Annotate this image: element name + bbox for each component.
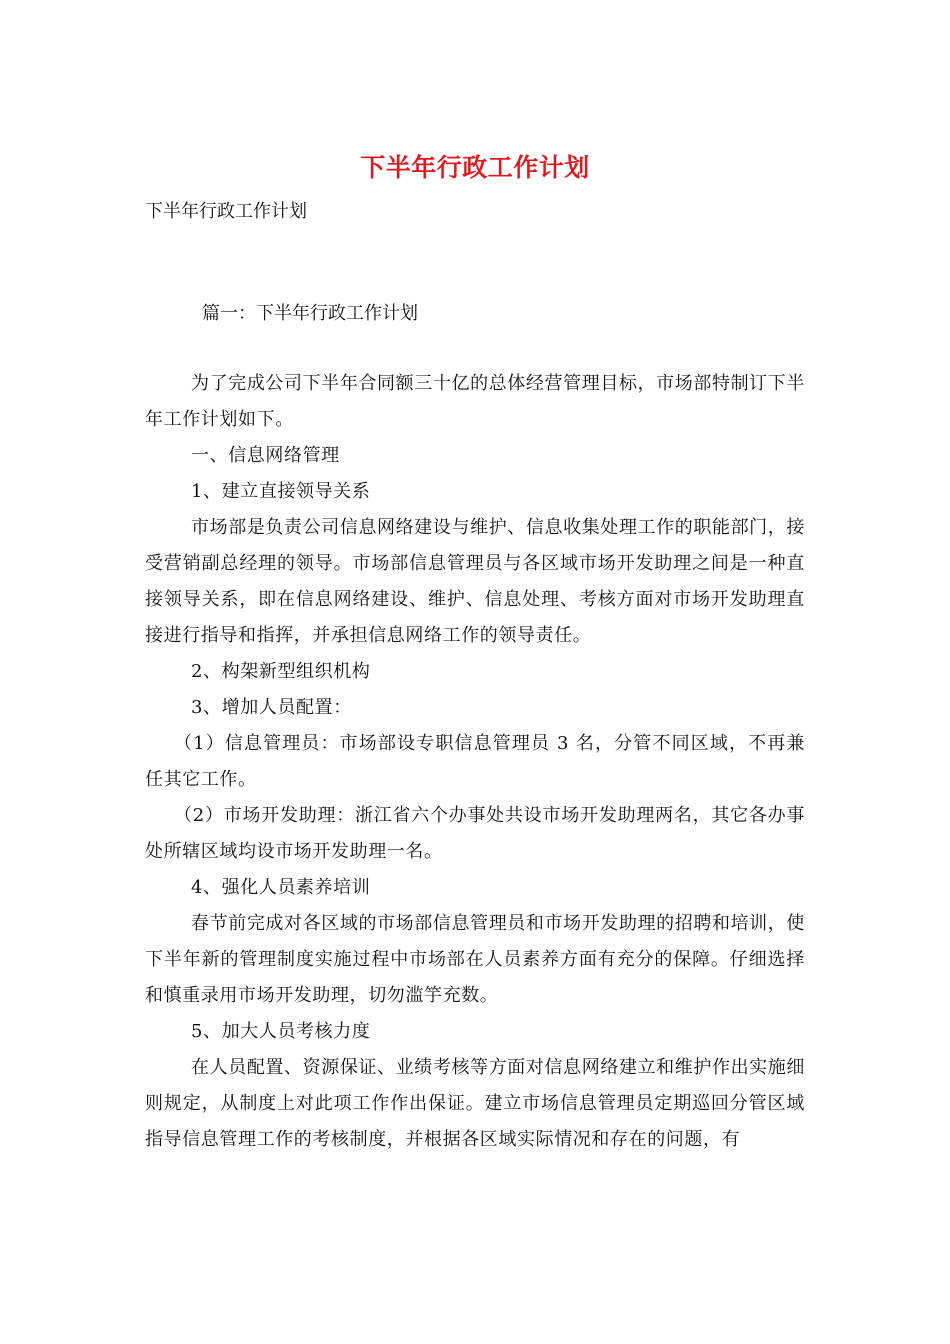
heading-assessment: 5、加大人员考核力度 [191,1021,371,1042]
document-body [145,366,805,1158]
paragraph-market-assistant: （2）市场开发助理：浙江省六个办事处共设市场开发助理两名，其它各办事处所辖区域均设市场开发助理一名。 [145,805,805,862]
section-heading: 篇一：下半年行政工作计划 [202,303,418,324]
document-subtitle: 下半年行政工作计划 [145,201,307,222]
heading-direct-leadership: 1、建立直接领导关系 [191,481,371,502]
heading-info-network: 一、信息网络管理 [191,445,340,466]
paragraph-assessment: 在人员配置、资源保证、业绩考核等方面对信息网络建立和维护作出实施细则规定，从制度上对此项工作作出保证。建立市场信息管理员定期巡回分管区域指导信息管理工作的考核制度，并根据各区域实际情况和存在的问题，有 [145,1057,805,1150]
heading-org-structure: 2、构架新型组织机构 [191,661,371,682]
heading-training: 4、强化人员素养培训 [191,877,371,898]
paragraph-leadership: 市场部是负责公司信息网络建设与维护、信息收集处理工作的职能部门，接受营销副总经理的领导。市场部信息管理员与各区域市场开发助理之间是一种直接领导关系，即在信息网络建设、维护、信息处理、考核方面对市场开发助理直接进行指导和指挥，并承担信息网络工作的领导责任。 [145,517,805,646]
paragraph-info-manager: （1）信息管理员：市场部设专职信息管理员 3 名，分管不同区域，不再兼任其它工作。 [145,733,805,790]
paragraph-training: 春节前完成对各区域的市场部信息管理员和市场开发助理的招聘和培训，使下半年新的管理制度实施过程中市场部在人员素养方面有充分的保障。仔细选择和慎重录用市场开发助理，切勿滥竽充数。 [145,913,805,1006]
paragraph-intro: 为了完成公司下半年合同额三十亿的总体经营管理目标，市场部特制订下半年工作计划如下。 [145,373,805,430]
heading-staffing: 3、增加人员配置： [191,697,352,718]
document-title: 下半年行政工作计划 [360,153,590,182]
